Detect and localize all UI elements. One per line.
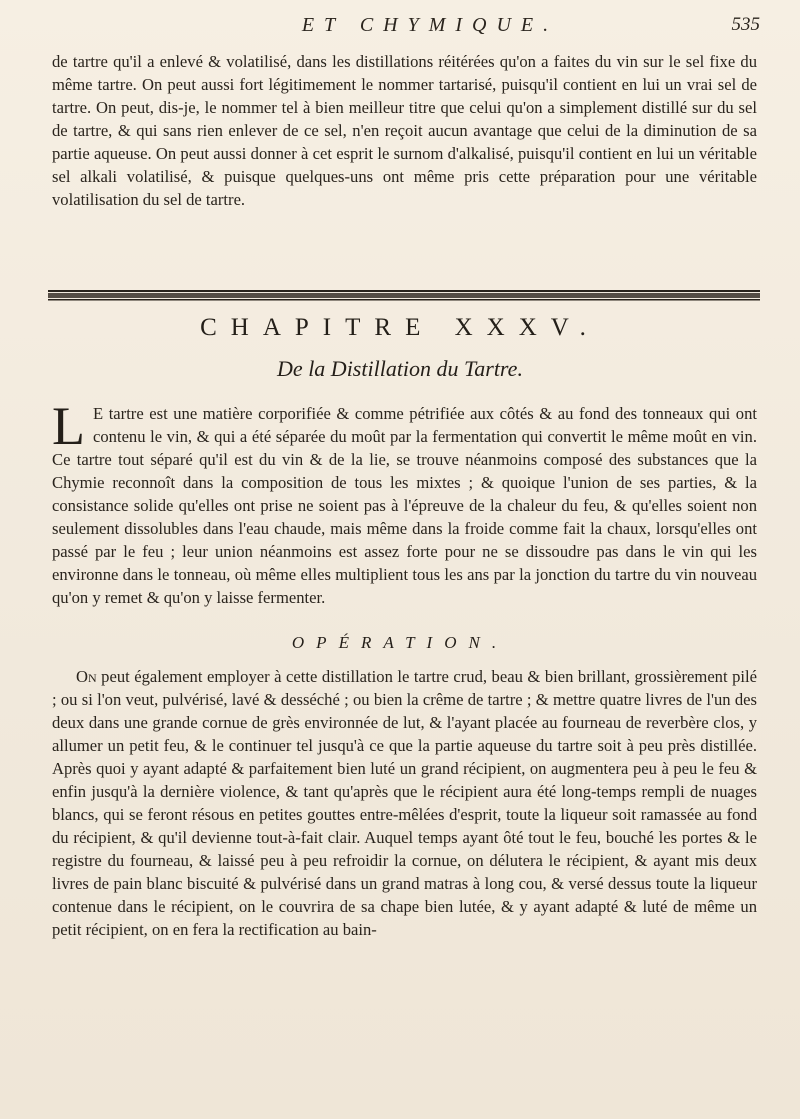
chapter-intro-paragraph bbox=[52, 396, 757, 609]
chapter-subtitle: De la Distillation du Tartre. bbox=[277, 356, 523, 381]
drop-cap: L bbox=[52, 396, 85, 456]
operation-heading: OPÉRATION. bbox=[291, 633, 509, 652]
operation-text: peut également employer à cette distillation le tartre crud, beau & bien brillant, grossièrement pilé ; ou si l'on veut, pulvérisé, lavé & desséché ; ou bien la crême de tartre ; & mettre quatre livres de l'un des deux dans une grande cornue de grès environnée de lut, & l'ayant placée au fourneau de reverbère clos, y allumer un petit feu, & le continuer tel jusqu'à ce que la partie aqueuse du tartre soit à peu près distillée. Après quoi y ayant adapté & parfaitement bien luté un grand récipient, on augmentera peu à peu le feu & enfin jusqu'à la dernière violence, & tant qu'après que le récipient aura été long-temps rempli de nuages blancs, qui se feront résous en petites gouttes entre-mêlées d'esprit, toute la liqueur soit ramassée au fond du récipient, & qu'il devienne tout-à-fait clair. Auquel temps ayant ôté tout le feu, bouché les portes & le registre du fourneau, & laissé peu à peu refroidir la cornue, on délutera le récipient, & ayant mis deux livres de pain blanc biscuité & pulvérisé dans un grand matras à long cou, & versé dessus toute la liqueur contenue dans le récipient, on le couvrira de sa chape bien lutée, & y ayant adapté & luté de même un petit récipient, on en fera la rectification au bain- bbox=[52, 667, 757, 939]
running-title: ET CHYMIQUE. bbox=[301, 14, 559, 36]
continuation-paragraph: de tartre qu'il a enlevé & volatilisé, dans les distillations réitérées qu'on a faites du vin sur le sel fixe du même tartre. On peut aussi fort légitimement le nommer tartarisé, puisqu'il contient en lui un vrai sel de tartre. On peut, dis-je, le nommer tel à bien meilleur titre que celui qu'on a simplement distillé sur du sel de tartre, & qui sans rien enlever de ce sel, n'en reçoit aucun avantage que celui de la diminution de sa partie aqueuse. On peut aussi donner à cet esprit le surnom d'alkalisé, puisqu'il contient en lui un véritable sel alkali volatilisé, & puisque quelques-uns ont même pris cette préparation pour une véritable volatilisation du sel de tartre. bbox=[52, 52, 757, 209]
operation-paragraph bbox=[52, 665, 757, 941]
page-number: 535 bbox=[731, 14, 760, 35]
chapter-title: CHAPITRE XXXV. bbox=[200, 314, 600, 341]
running-head bbox=[0, 14, 800, 44]
operation-lead-word: On bbox=[76, 667, 97, 686]
ornamental-rule bbox=[48, 289, 760, 301]
intro-text: E tartre est une matière corporifiée & comme pétrifiée aux côtés & au fond des tonneaux qui ont contenu le vin, & qui a été séparée du moût par la fermentation qui convertit le même moût en vin. Ce tartre tout séparé qu'il est du vin & de la lie, se trouve néanmoins composé des substances que la Chymie reconnoît dans la composition de tous les mixtes ; & quoique l'union de ses parties, & la consistance solide qu'elles ont prise ne soient pas à l'épreuve de la chaleur du feu, & qu'elles soient non seulement dissolubles dans l'eau chaude, mais même dans la froide comme fait la chaux, lorsqu'elles ont passé par le feu ; leur union néanmoins est assez forte pour ne se dissoudre pas dans le vin qui les environne dans le tonneau, où même elles multiplient tous les ans par la jonction du tartre du vin nouveau qu'on y remet & qu'on y laisse fermenter. bbox=[52, 404, 757, 607]
